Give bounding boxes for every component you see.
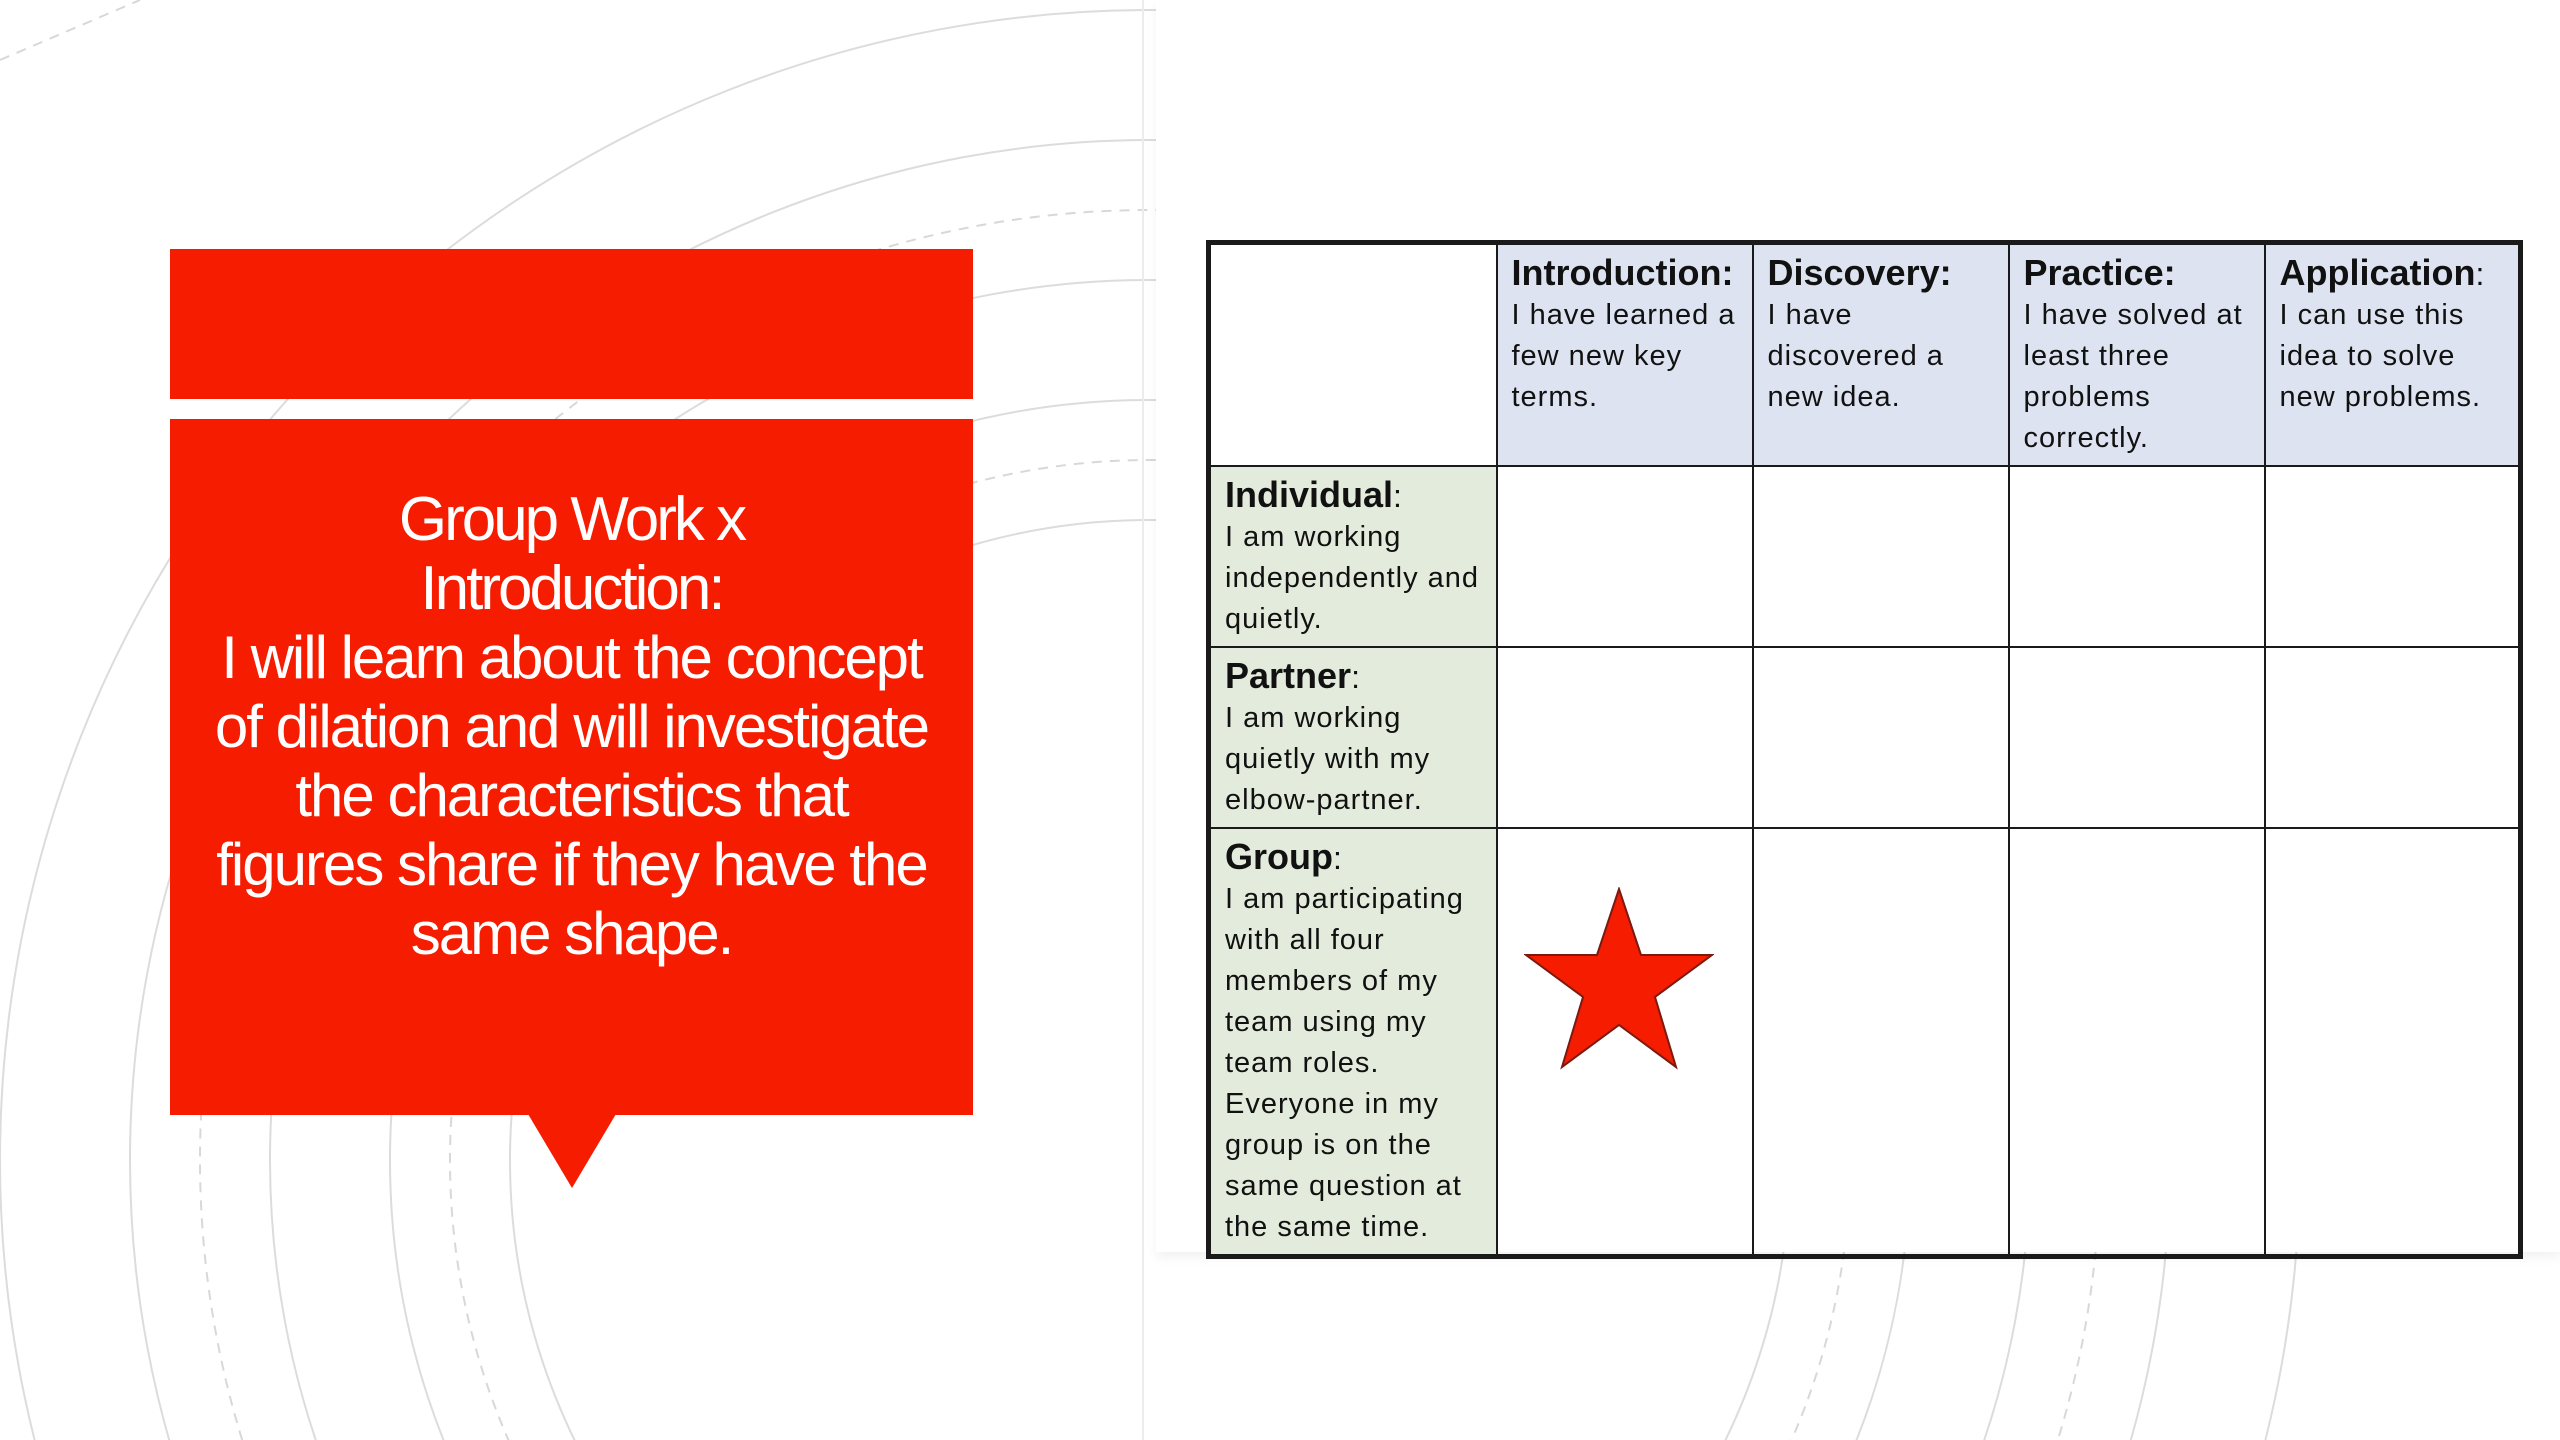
card-title-line2: Introduction: <box>420 554 723 623</box>
card-title-line1: Group Work x <box>398 485 745 554</box>
star-icon <box>1524 887 1714 1077</box>
rubric-row-partner <box>1209 647 2521 828</box>
rubric-cell <box>2009 828 2265 1257</box>
card-body-text: I will learn about the concept of dilation and will investigate the characteristics that figures share if they have the same shape. <box>214 624 929 967</box>
stage-header-introduction <box>1497 243 1753 467</box>
stage-header-discovery <box>1753 243 2009 467</box>
level-description: I am working independently and quietly. <box>1225 521 1480 635</box>
stage-description: I have discovered a new idea. <box>1767 299 1944 413</box>
stage-label: Introduction <box>1511 252 1722 293</box>
stage-header-application <box>2265 243 2521 467</box>
rubric-cell <box>1753 828 2009 1257</box>
objective-card <box>170 419 973 1115</box>
stage-header-practice <box>2009 243 2265 467</box>
red-header-bar <box>170 249 973 399</box>
level-colon: : <box>1393 478 1402 514</box>
rubric-cell <box>2009 466 2265 647</box>
rubric-cell <box>1753 466 2009 647</box>
rubric-cell <box>1497 647 1753 828</box>
stage-label: Practice <box>2023 252 2164 293</box>
rubric-cell <box>2265 828 2521 1257</box>
rubric-cell <box>2009 647 2265 828</box>
stage-label: Application <box>2279 252 2476 293</box>
stage-description: I have learned a few new key terms. <box>1511 299 1736 413</box>
level-description: I am participating with all four members of my team using my team roles. Everyone in my group is on the same question at the same time. <box>1225 883 1464 1243</box>
rubric-cell <box>1497 466 1753 647</box>
level-cell-group <box>1209 828 1497 1257</box>
level-colon: : <box>1332 840 1342 876</box>
callout-pointer <box>528 1114 616 1188</box>
level-label: Partner <box>1225 655 1352 696</box>
level-cell-individual <box>1209 466 1497 647</box>
stage-description: I have solved at least three problems correctly. <box>2023 299 2243 454</box>
level-label: Group <box>1225 836 1333 877</box>
level-cell-partner <box>1209 647 1497 828</box>
rubric-cell <box>1753 647 2009 828</box>
rubric-row-individual <box>1209 466 2521 647</box>
stage-colon: : <box>1939 252 1952 293</box>
rubric-row-group <box>1209 828 2521 1257</box>
rubric-cell <box>2265 466 2521 647</box>
rubric-corner-cell <box>1209 243 1497 467</box>
panel-divider <box>1142 0 1144 1440</box>
stage-description: I can use this idea to solve new problems. <box>2279 299 2482 413</box>
rubric-header-row <box>1209 243 2521 467</box>
level-colon: : <box>1351 659 1360 695</box>
level-label: Individual <box>1225 474 1394 515</box>
stage-colon: : <box>2163 252 2176 293</box>
rubric-cell <box>2265 647 2521 828</box>
stage-colon: : <box>1721 252 1734 293</box>
rubric-cell-marked <box>1497 828 1753 1257</box>
stage-label: Discovery <box>1767 252 1940 293</box>
participation-rubric-table <box>1206 240 2523 1259</box>
stage-colon: : <box>2475 256 2485 292</box>
level-description: I am working quietly with my elbow-partner. <box>1225 702 1431 816</box>
